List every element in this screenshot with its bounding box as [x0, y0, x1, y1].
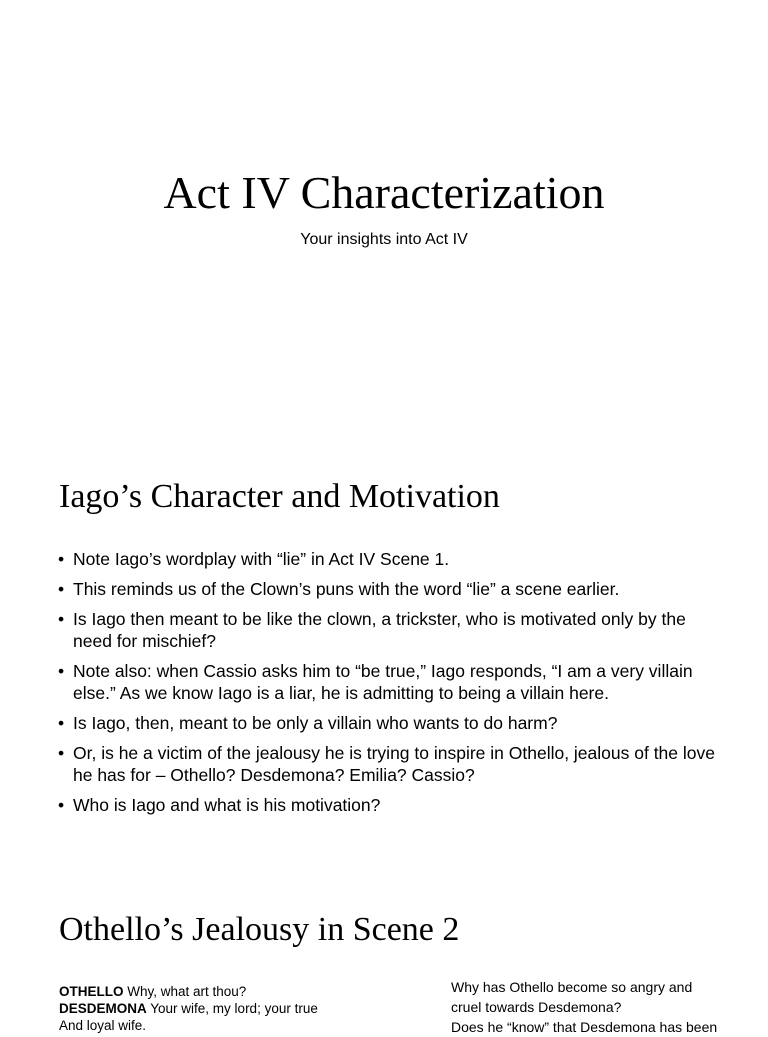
bullet-item	[58, 794, 718, 816]
dialogue-text: And loyal wife.	[59, 1018, 147, 1033]
dialogue-text: Your wife, my lord; your true	[146, 1001, 318, 1016]
othello-slide	[0, 864, 768, 1035]
question-line: cruel towards Desdemona?	[451, 999, 622, 1015]
bullet-text: This reminds us of the Clown’s puns with the word “lie” a scene earlier.	[73, 579, 620, 599]
speaker-name: OTHELLO	[59, 984, 124, 999]
iago-slide	[0, 432, 768, 864]
dialogue-text: Why, what art thou?	[123, 984, 247, 999]
bullet-icon: •	[58, 609, 65, 629]
bullet-text: Is Iago, then, meant to be only a villain who wants to do harm?	[73, 713, 558, 733]
bullet-item	[58, 608, 718, 652]
bullet-icon: •	[58, 579, 65, 599]
script-line	[59, 1000, 399, 1017]
bullet-list	[58, 548, 718, 824]
bullet-text: Or, is he a victim of the jealousy he is trying to inspire in Othello, jealous of the love he has for – Othello? Desdemona? Emilia? Cassio?	[73, 743, 715, 785]
bullet-text: Note also: when Cassio asks him to “be true,” Iago responds, “I am a very villain else.” As we know Iago is a liar, he is admitting to being a villain here.	[73, 661, 693, 703]
speaker-name: DESDEMONA	[59, 1001, 147, 1016]
title-slide	[0, 0, 768, 432]
bullet-item	[58, 548, 718, 570]
bullet-text: Note Iago’s wordplay with “lie” in Act IV Scene 1.	[73, 549, 450, 569]
bullet-text: Who is Iago and what is his motivation?	[73, 795, 381, 815]
bullet-icon: •	[58, 549, 65, 569]
bullet-item	[58, 712, 718, 734]
bullet-item	[58, 578, 718, 600]
bullet-text: Is Iago then meant to be like the clown, a trickster, who is motivated only by the need for mischief?	[73, 609, 686, 651]
bullet-item	[58, 742, 718, 786]
question-line: Does he “know” that Desdemona has been	[451, 1019, 718, 1035]
script-line	[59, 983, 399, 1000]
question-line: Why has Othello become so angry and	[451, 979, 693, 995]
discussion-questions	[451, 977, 751, 1037]
bullet-icon: •	[58, 795, 65, 815]
slide-subtitle: Your insights into Act IV	[300, 231, 468, 248]
slide-heading: Othello’s Jealousy in Scene 2	[59, 911, 460, 948]
slide-heading: Iago’s Character and Motivation	[59, 478, 500, 515]
bullet-icon: •	[58, 713, 65, 733]
bullet-item	[58, 660, 718, 704]
script-line	[59, 1017, 399, 1034]
slide-title: Act IV Characterization	[163, 167, 605, 218]
bullet-icon: •	[58, 743, 65, 763]
play-excerpt	[59, 983, 399, 1034]
bullet-icon: •	[58, 661, 65, 681]
